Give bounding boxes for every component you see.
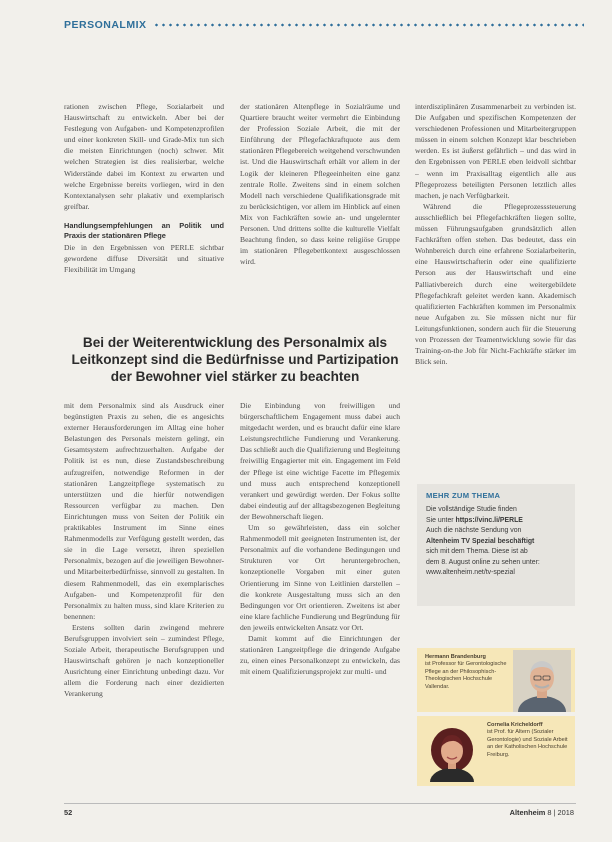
author-card-brandenburg (417, 648, 575, 712)
section-header (64, 18, 584, 32)
page-number: 52 (64, 808, 73, 817)
publication-info (510, 808, 574, 817)
author-bio (425, 654, 515, 691)
top-column-2 (240, 101, 400, 329)
author-description: ist Prof. für Altern (Sozialer Gerontologie) und Soziale Arbeit an der Katholischen Hochschule Freiburg. (487, 729, 568, 758)
paragraph: Damit kommt auf die Einrichtungen der stationären Langzeitpflege die dringende Aufgabe zu, einen eines Personalkonzept zu entwickeln, das mit einem Qualifizierungsprojekt zur multi- und (240, 633, 400, 677)
paragraph: Die Einbindung von freiwilligen und bürgerschaftlichem Engagement muss dabei auch mitgedacht werden, und es braucht dafür eine klare Leistungsrechtliche Fundierung und Verankerung. Das schließt auch die Qualifizierung und Begleitung freiwillig Engagierter mit ein. Engagement im Feld der Pflege ist eine wichtige Facette im Pflegemix und muss auch entsprechend konzeptionell verankert und gewürdigt werden. Der Fokus sollte dabei eindeutig auf der alltagsbezogenen Begleitung der Bewohnerschaft liegen. (240, 401, 400, 521)
author-card-kricheldorff (417, 716, 575, 786)
study-link[interactable]: https://vinc.li/PERLE (455, 516, 523, 524)
paragraph: mit dem Personalmix sind als Ausdruck einer begünstigten Praxis zu sehen, die es angesichts externer Herausforderungen im Alltag eine hoher Belastungen des Personals meistern gelingt, ein Gesamtsystem aufrechtzuerhalten. Aufgabe der Politik ist es nun, diese Zustandsbeschreibung aufzugreifen, notwendige Reformen in der stationären Langzeitpflege systematisch zu unterstützen und die hierfür notwendigen Ressourcen verfügbar zu machen. Den Einrichtungen muss von Seiten der Politik ein praktikables Instrument im Sinne eines Rahmenmodells zur Verfügung gestellt werden, das sie in die Lage versetzt, ihren speziellen Personalmix, bezogen auf die jeweiligen Bewohner- und Mitarbeiterbedürfnisse, sinnvoll zu gestalten. In diesem Rahmenmodell, das ein exemplarisches Aufgaben- und Kompetenzprofil für den Personalmix zu halten muss, sind klare Kriterien zu benennen: (64, 401, 224, 621)
more-line (426, 516, 566, 527)
more-line-bold: Altenheim TV Spezial beschäftigt (426, 537, 535, 545)
pull-quote: Bei der Weiterentwicklung des Personalmix als Leitkonzept sind die Bedürfnisse und Partizipation der Bewohner viel stärker zu beachten (71, 335, 399, 384)
more-line-prefix: Sie unter (426, 516, 456, 524)
more-line: Auch die nächste Sendung von (426, 527, 522, 534)
author-description: ist Professor für Gerontologische Pflege an der Philosophisch-Theologischen Hochschule Vallendar. (425, 661, 507, 690)
issue-number: 8 | 2018 (547, 808, 574, 817)
subheading: Handlungsempfehlungen an Politik und Praxis der stationären Pflege (64, 220, 224, 241)
paragraph: Um so gewährleisten, dass ein solcher Rahmenmodell mit geeigneten Instrumenten ist, der Personalmix auf die vorhandene Bedingungen und Strukturen vor Ort heruntergebrochen, konzeptionelle Vorgaben mit einer guten Orientierung im Sinne von Leitlinien darstellen – die konkrete Ausgestaltung muss sich an den Bedingungen vor Ort orientieren. Zweitens ist aber eine klare fachliche Fundierung und Begründung für den jeweils entwickelten Ansatz vor Ort. (240, 523, 400, 632)
author-photo (513, 650, 571, 712)
portrait-man-image (513, 650, 571, 712)
author-bio (487, 722, 571, 759)
more-line: Die vollständige Studie finden (426, 506, 517, 513)
more-line (426, 537, 566, 548)
paragraph: der stationären Altenpflege in Sozialräume und Quartiere braucht weiter vermehrt die Einbindung der Profession Soziale Arbeit, die mit der Einführung der Pflegefachkraftquote aus dem stationären Pflegebereich weitgehend verschwunden ist. Und die Hauswirtschaft erhält vor allem in der Logik der kleineren Pflegeeinheiten eine ganz zentrale Rolle. Zweitens sind in einem solchen Modell nach verschiedene Qualifikationsgrade mit zu berücksichtigen, vor allem im Hinblick auf einen Mix von Fachkräften sowie an- und ungelernter Personen. Und drittens sollte die kulturelle Vielfalt Beachtung finden, so dass keine religiöse Gruppe im stationären Pflegebettkontext ausgeschlossen wird. (240, 102, 400, 267)
top-column-1 (64, 101, 224, 329)
tv-link[interactable]: www.altenheim.net/tv-spezial (426, 569, 515, 576)
paragraph: rationen zwischen Pflege, Sozialarbeit und Hauswirtschaft zu entwickeln. Aber bei der Festlegung von Aufgaben- und Kompetenzprofilen und einer konkreten Skill- und Grade-Mix tun sich die meisten Einrichtungen (noch) schwer. Mit welchen Strategien ist dies realisierbar, welche Widerstände dabei im Kontext zu erwarten und welche Ergebnisse bereits vorliegen, wird in den Kontextanalysen sehr plakativ und exemplarisch greifbar. (64, 102, 224, 211)
paragraph: Die in den Ergebnissen von PERLE sichtbar gewordene diffuse Diversität und situative Flexibilität im Umgang (64, 242, 224, 275)
footer-rule (64, 803, 576, 804)
author-name: Cornelia Kricheldorff (487, 722, 543, 728)
author-photo (423, 720, 481, 782)
more-line: dem 8. August online zu sehen unter: (426, 558, 540, 566)
section-label: PERSONALMIX (64, 19, 147, 31)
bottom-column-1 (64, 400, 224, 790)
paragraph: interdisziplinären Zusammenarbeit zu verbinden ist. Die Aufgaben und spezifischen Kompetenzen der verschiedenen Professionen und Mitarbeitergruppen müssen in einem solchen Konzept klar beschrieben werden. Es ist äußerst gefährlich – und das wird in den Ergebnissen von PERLE eben leidvoll sichtbar – wenn im Praxisalltag eigentlich alle aus Pflegeprozess beteiligten Personen letztlich alles machen, je nach Verfügbarkeit. (415, 102, 576, 200)
bottom-column-2 (240, 400, 400, 790)
publication-name: Altenheim (509, 808, 546, 817)
more-on-topic-text (426, 505, 566, 579)
top-column-3 (415, 101, 576, 481)
more-on-topic-box (417, 484, 575, 606)
paragraph: Während die Pflegeprozesssteuerung ausschließlich bei Pflegefachkräften liegen sollte, müssen Führungsaufgaben grundsätzlich allen Fachkräften offen stehen. Das bedeutet, dass ein Wohnbereich durch eine erfahrene Sozialarbeiterin, eine Hauswirtschafterin oder eine qualifizierte Person aus der Hauswirtschaft und eine Palliativbereich durch eine weitergebildete Pflegefachkraft geleitet werden kann. Akademisch qualifizierten Fachkräften kommen im Personalmix neue Aufgaben zu. Sie müssen nicht nur für Leitungsfunktionen, sondern auch für die Steuerung von Prozessen der Teamentwicklung sowie für das Training-on-the Job für Nicht-Fachkräfte stärker im Blick sein. (415, 201, 576, 367)
more-on-topic-title: MEHR ZUM THEMA (426, 491, 501, 500)
paragraph: Erstens sollten darin zwingend mehrere Berufsgruppen involviert sein – zumindest Pflege, Soziale Arbeit, therapeutische Berufsgruppen und Hauswirtschaft gehören je nach konzeptioneller Ausrichtung einer Einrichtung unbedingt dazu. Vor allem die Forderung nach einer dezidierten Verankerung (64, 622, 224, 699)
dotted-rule (153, 23, 584, 27)
more-line: sich mit dem Thema. Diese ist ab (426, 548, 528, 555)
portrait-woman-image (423, 720, 481, 782)
author-name: Hermann Brandenburg (425, 654, 486, 660)
